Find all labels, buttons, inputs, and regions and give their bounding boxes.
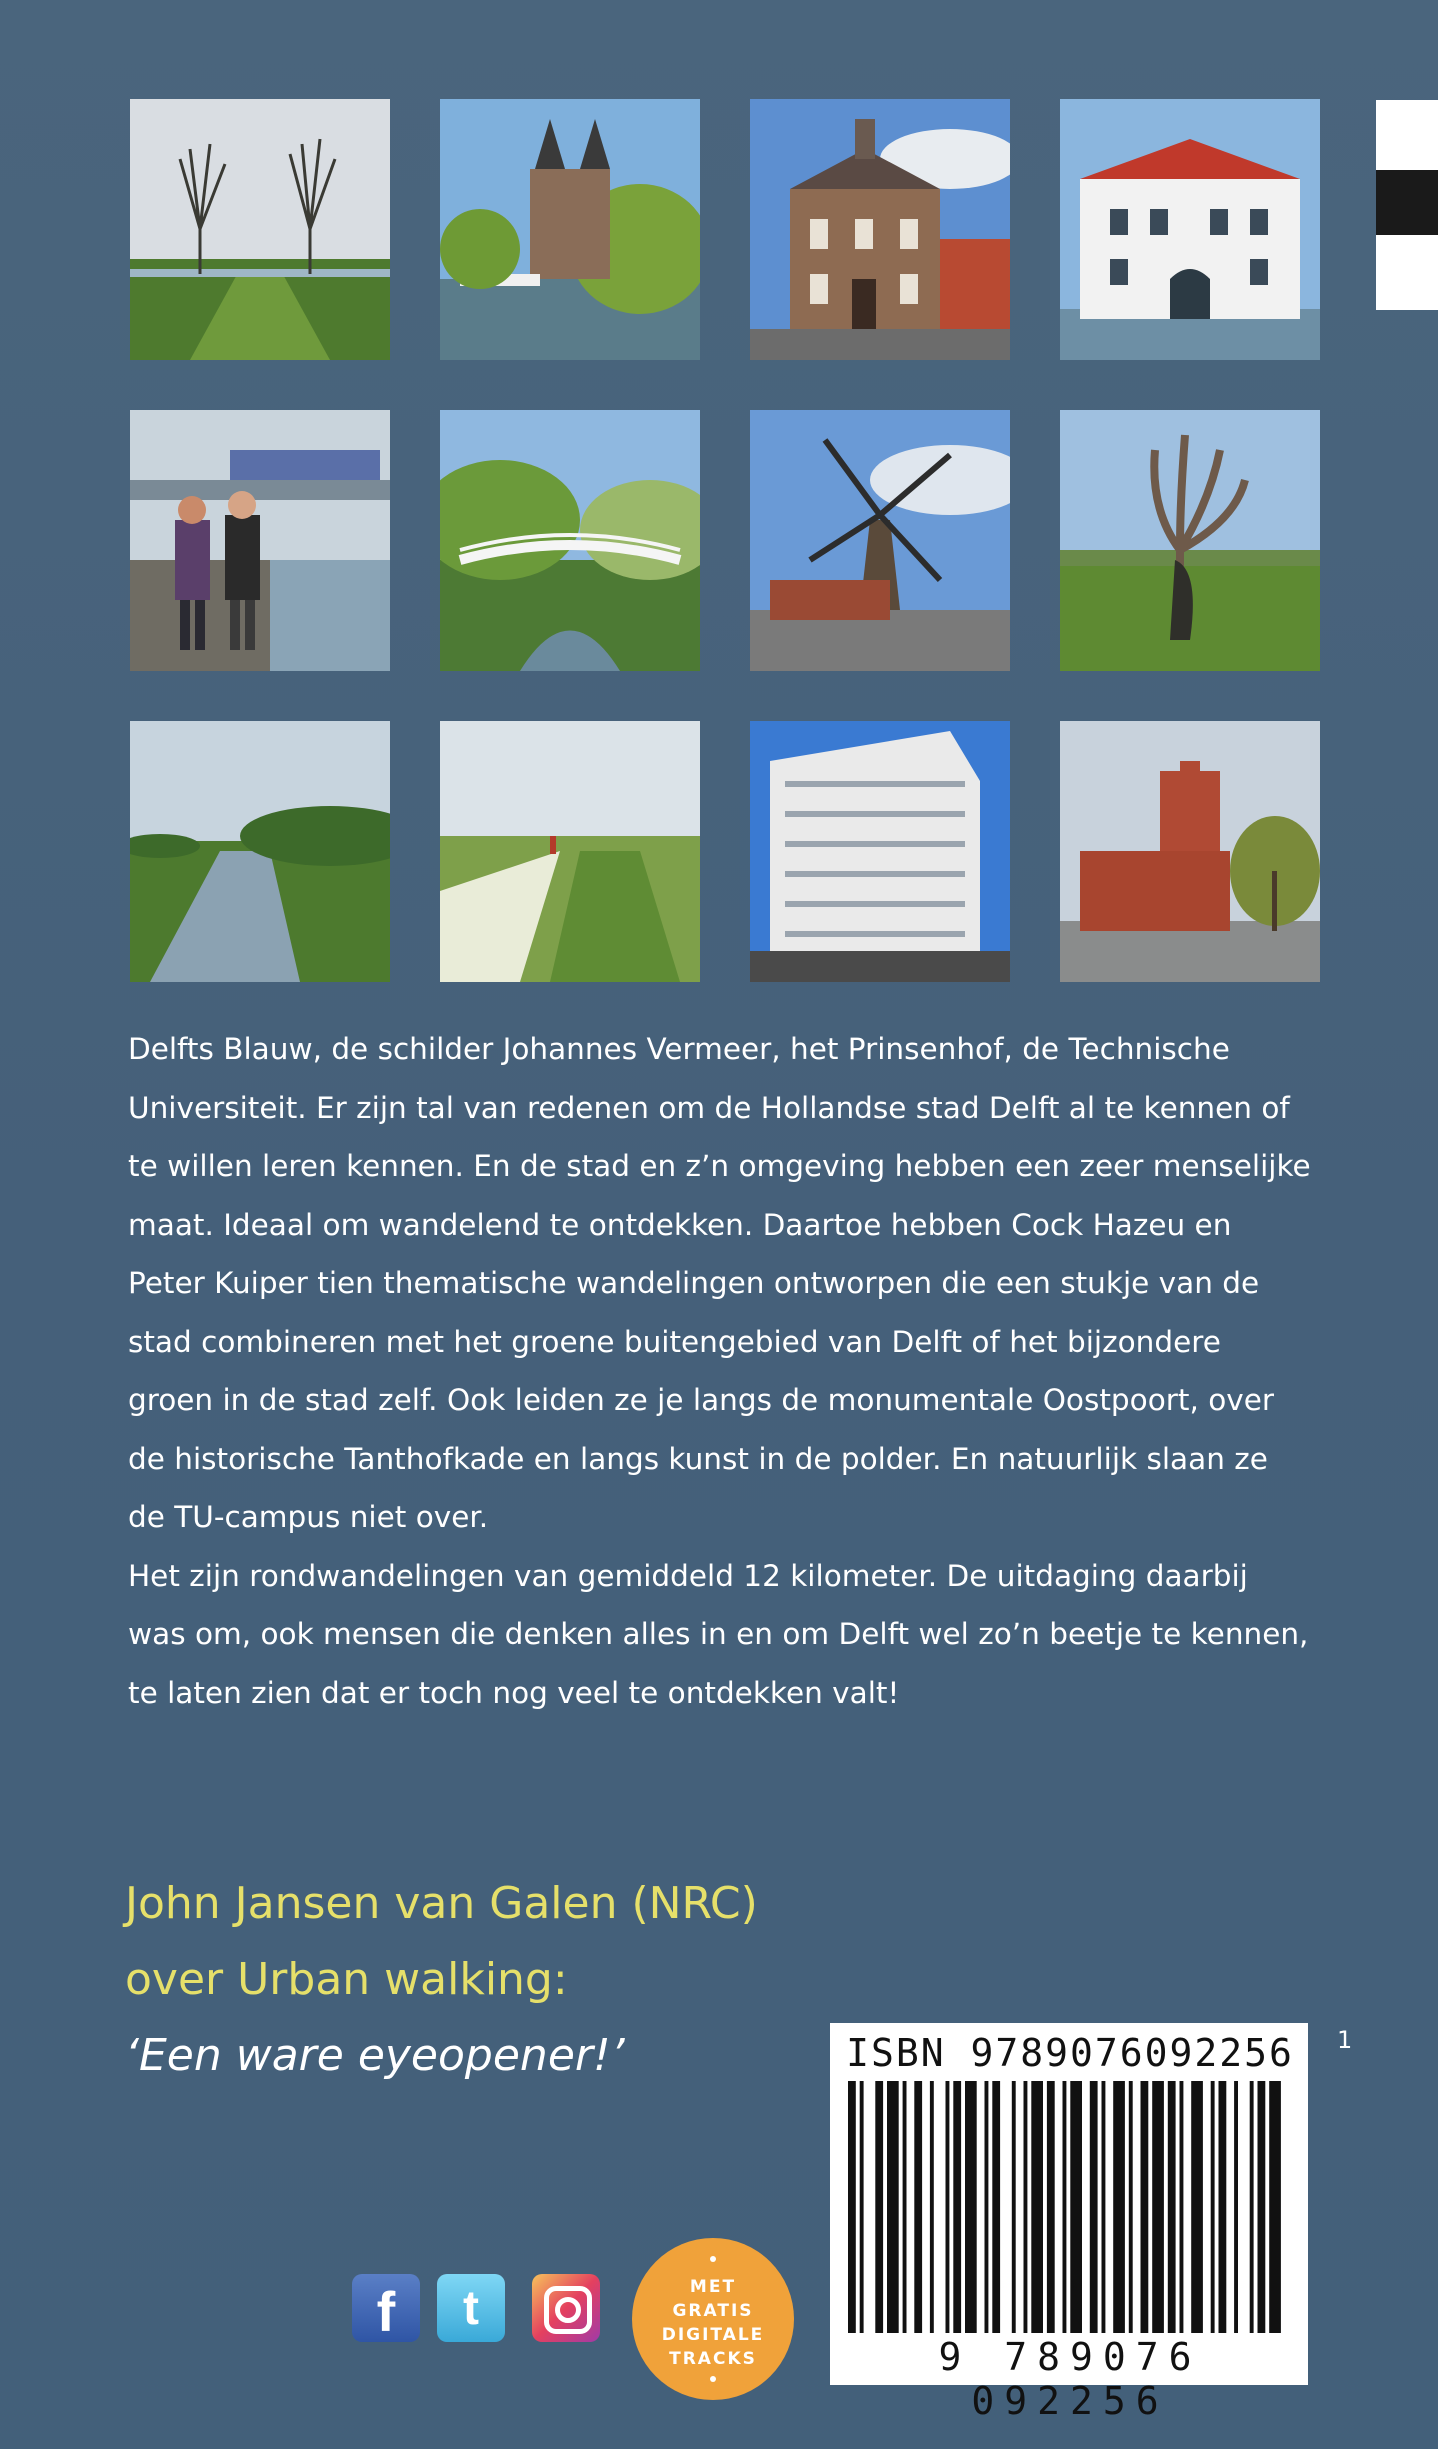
digital-tracks-badge — [632, 2238, 794, 2400]
quote-text: ‘Een ware eyeopener!’ — [125, 2030, 625, 2081]
barcode-addon-digit: 1 — [1337, 2026, 1353, 2054]
photo-white-footbridge — [440, 410, 700, 671]
barcode-bar — [875, 2081, 883, 2333]
barcode-bar — [1102, 2081, 1106, 2333]
barcode-bar — [1168, 2081, 1176, 2333]
photo-red-brick-houses — [1060, 721, 1320, 982]
barcode-bar — [1063, 2081, 1067, 2333]
barcode-bar — [1113, 2081, 1125, 2333]
quote-attribution: John Jansen van Galen (NRC) — [125, 1878, 758, 1929]
photo-polder-willows — [130, 99, 390, 360]
photo-windmill — [750, 410, 1010, 671]
barcode-bar — [1090, 2081, 1098, 2333]
twitter-icon[interactable]: t — [437, 2274, 505, 2342]
barcode-bar — [1047, 2081, 1055, 2333]
facebook-icon[interactable]: f — [352, 2274, 420, 2342]
photo-historic-building — [750, 99, 1010, 360]
barcode-bar — [1152, 2081, 1164, 2333]
barcode-bar — [1070, 2081, 1082, 2333]
barcode-bar — [992, 2081, 1000, 2333]
description-paragraph-2: Het zijn rondwandelingen van gemiddeld 12 kilometer. De uitdaging daarbij was om, ook mensen die denken alles in en om Delft wel zo’n beetje te kennen, te laten zien dat er toch nog veel te ontdekken valt! — [128, 1558, 1309, 1710]
barcode-bar — [903, 2081, 907, 2333]
photo-meadow-walker — [440, 721, 700, 982]
description-paragraph-1: Delfts Blauw, de schilder Johannes Vermeer, het Prinsenhof, de Technische Universiteit. Er zijn tal van redenen om de Hollandse stad Delft al te kennen of te willen leren kennen. En de stad en z’n omgeving hebben een zeer menselijke maat. Ideaal om wandelend te ontdekken. Daartoe hebben Cock Hazeu en Peter Kuiper tien thematische wandelingen ontworpen die een stukje van de stad combineren met het groene buitengebied van Delft of het bijzondere groen in de stad zelf. Ook leiden ze je langs de monumentale Oostpoort, over de historische Tanthofkade en langs kunst in de polder. En natuurlijk slaan ze de TU-campus niet over. — [128, 1032, 1311, 1534]
badge-line-3: DIGITALE — [661, 2325, 765, 2345]
barcode-bar — [1258, 2081, 1266, 2333]
barcode-bar — [946, 2081, 950, 2333]
photo-oostpoort — [440, 99, 700, 360]
isbn-label: ISBN 9789076092256 — [846, 2031, 1294, 2075]
barcode-bar — [1031, 2081, 1043, 2333]
cover-edge — [1438, 0, 1453, 2449]
photo-art-sculpture — [1060, 410, 1320, 671]
barcode-bar — [887, 2081, 899, 2333]
barcode-bar — [953, 2081, 961, 2333]
barcode-bar — [1180, 2081, 1184, 2333]
barcode-bar — [1024, 2081, 1028, 2333]
barcode-bar — [1269, 2081, 1281, 2333]
barcode-bar — [1219, 2081, 1227, 2333]
photo-white-warehouse — [1060, 99, 1320, 360]
barcode-bar — [930, 2081, 934, 2333]
description-text — [128, 1020, 1313, 1722]
barcode-bar — [1129, 2081, 1133, 2333]
barcode-bar — [1211, 2081, 1215, 2333]
edge-tab-black — [1376, 170, 1438, 235]
photo-tu-tower — [750, 721, 1010, 982]
barcode-bar — [914, 2081, 922, 2333]
badge-line-4: TRACKS — [669, 2349, 757, 2369]
barcode-bars — [830, 2023, 1308, 2385]
badge-line-2: GRATIS — [672, 2301, 754, 2321]
instagram-icon[interactable] — [532, 2274, 600, 2342]
isbn-digits: 9 789076 092256 — [938, 2335, 1202, 2423]
review-quote — [125, 1866, 845, 2094]
barcode-bar — [965, 2081, 977, 2333]
barcode-bar — [1250, 2081, 1254, 2333]
barcode-bar — [1012, 2081, 1016, 2333]
quote-subject: over Urban walking: — [125, 1954, 568, 2005]
barcode-bar — [1141, 2081, 1149, 2333]
edge-tab-white-bottom — [1376, 235, 1438, 310]
barcode-bar — [1234, 2081, 1238, 2333]
photo-canal-trees — [130, 721, 390, 982]
photo-grid — [128, 97, 1318, 982]
badge-line-1: MET — [689, 2277, 737, 2297]
barcode-bar — [860, 2081, 864, 2333]
barcode-bar — [848, 2081, 856, 2333]
photo-walkers-bridge — [130, 410, 390, 671]
barcode-bar — [985, 2081, 989, 2333]
edge-tab-white-top — [1376, 100, 1438, 170]
isbn-barcode — [830, 2023, 1308, 2423]
barcode-bar — [1191, 2081, 1203, 2333]
